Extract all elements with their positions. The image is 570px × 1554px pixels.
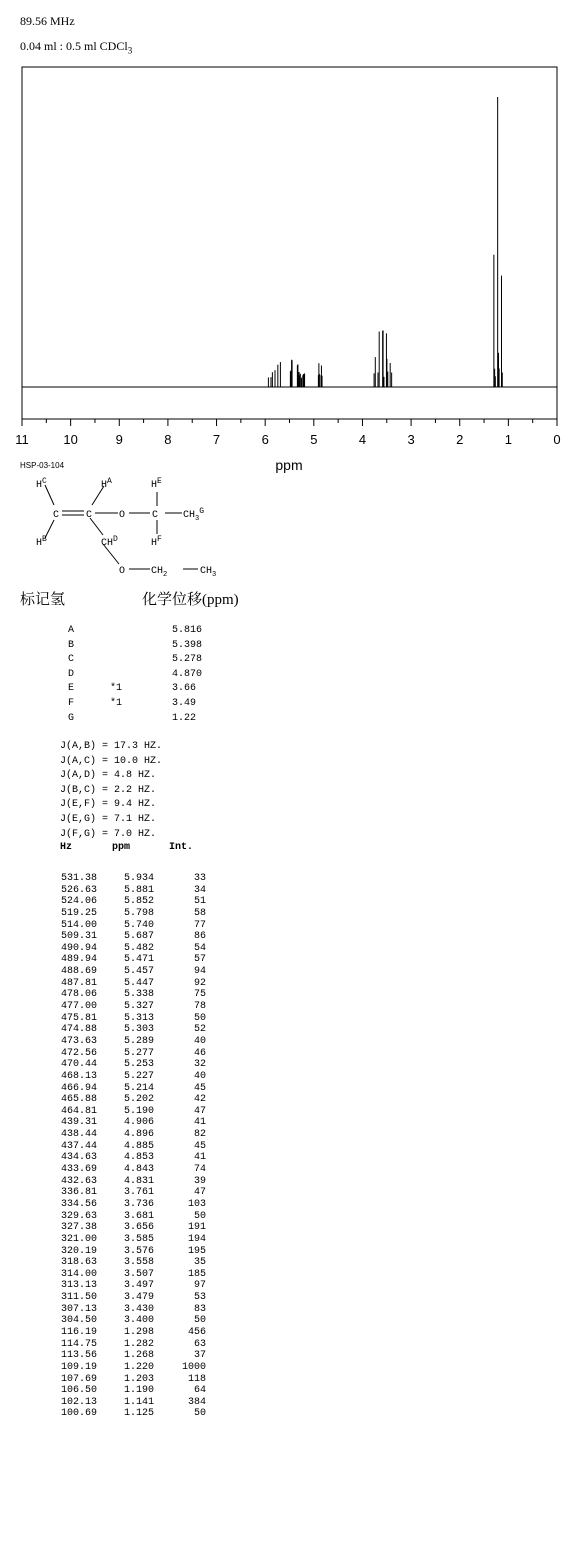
cell-ppm: 5.313 — [123, 1012, 154, 1024]
header-ppm: ppm — [112, 842, 131, 853]
shift-list — [68, 624, 202, 726]
shift-label: B — [68, 639, 75, 651]
cell-hz: 526.63 — [60, 884, 97, 896]
cell-hz: 439.31 — [60, 1117, 97, 1129]
table-row — [52, 1187, 206, 1199]
cell-int: 86 — [193, 931, 206, 943]
table-row — [52, 1246, 206, 1258]
cell-ppm: 5.482 — [123, 942, 154, 954]
table-row — [52, 1094, 206, 1106]
cell-int: 50 — [193, 1408, 206, 1420]
cell-hz: 102.13 — [60, 1396, 97, 1408]
cell-ppm: 3.400 — [123, 1315, 154, 1327]
cell-ppm: 3.507 — [123, 1268, 154, 1280]
cell-hz: 466.94 — [60, 1082, 97, 1094]
cell-ppm: 4.906 — [123, 1117, 154, 1129]
cell-hz: 116.19 — [60, 1326, 97, 1338]
shift-note — [110, 639, 172, 654]
cell-int: 456 — [187, 1326, 206, 1338]
cell-int: 42 — [193, 1094, 206, 1106]
cell-ppm: 1.203 — [123, 1373, 154, 1385]
shift-ppm: 4.870 — [172, 668, 203, 680]
coupling-row: J(A,C) = 10.0 HZ. — [60, 755, 163, 767]
cell-ppm: 5.798 — [123, 907, 154, 919]
cell-int: 52 — [193, 1024, 206, 1036]
table-row — [52, 1176, 206, 1188]
cell-hz: 107.69 — [60, 1373, 97, 1385]
table-row — [52, 885, 206, 897]
shift-label: G — [68, 712, 75, 724]
cell-hz: 314.00 — [60, 1268, 97, 1280]
cell-int: 33 — [193, 873, 206, 884]
cell-ppm: 5.327 — [123, 1001, 154, 1013]
table-row — [52, 1280, 206, 1292]
cell-int: 45 — [193, 1082, 206, 1094]
cell-int: 41 — [193, 1117, 206, 1129]
atom-c-mid: C — [86, 510, 93, 521]
table-row — [52, 1350, 206, 1362]
atom-c-top: C — [152, 510, 159, 521]
x-tick-label: 1 — [504, 432, 512, 447]
cell-hz: 487.81 — [60, 977, 97, 989]
cell-ppm: 3.497 — [123, 1280, 154, 1292]
cell-hz: 434.63 — [60, 1152, 97, 1164]
table-row — [52, 1315, 206, 1327]
cell-int: 185 — [187, 1268, 206, 1280]
x-tick-label: 7 — [212, 432, 221, 447]
table-row — [52, 896, 206, 908]
cell-ppm: 1.141 — [123, 1396, 154, 1408]
table-row — [52, 1024, 206, 1036]
cell-hz: 474.88 — [60, 1024, 97, 1036]
x-tick-label: 10 — [63, 432, 78, 447]
cell-int: 54 — [193, 942, 206, 954]
cell-ppm: 5.447 — [123, 977, 154, 989]
cell-ppm: 3.656 — [123, 1222, 154, 1234]
table-row — [52, 1304, 206, 1316]
cell-int: 51 — [193, 896, 206, 908]
cell-int: 47 — [193, 1105, 206, 1117]
cell-hz: 509.31 — [60, 931, 97, 943]
table-row — [52, 943, 206, 955]
atom-o-bot: O — [119, 566, 126, 577]
cell-ppm: 5.277 — [123, 1047, 154, 1059]
cell-ppm: 1.298 — [123, 1326, 154, 1338]
cell-int: 63 — [193, 1338, 206, 1350]
x-axis-ticks — [22, 419, 557, 426]
table-row — [52, 1013, 206, 1025]
cell-ppm: 1.125 — [123, 1408, 154, 1420]
table-row — [52, 1292, 206, 1304]
cell-hz: 519.25 — [60, 907, 97, 919]
cell-int: 194 — [187, 1233, 206, 1245]
cell-ppm: 5.740 — [123, 919, 154, 931]
cell-hz: 336.81 — [60, 1187, 97, 1199]
cell-ppm: 5.253 — [123, 1059, 154, 1071]
cell-int: 191 — [187, 1222, 206, 1234]
shift-label: C — [68, 654, 75, 666]
table-row — [52, 1362, 206, 1374]
shift-label: A — [68, 625, 75, 636]
x-axis-label: ppm — [275, 457, 303, 473]
cell-ppm: 5.338 — [123, 989, 154, 1001]
cell-hz: 311.50 — [60, 1292, 97, 1304]
cell-int: 40 — [193, 1035, 206, 1047]
sample-subscript: 3 — [127, 45, 133, 56]
table-row — [52, 1211, 206, 1223]
cell-hz: 320.19 — [60, 1245, 97, 1257]
atom-ha: $H^A$ — [101, 477, 112, 491]
cell-ppm: 5.881 — [123, 884, 154, 896]
table-row — [52, 1397, 206, 1409]
cell-int: 92 — [193, 977, 206, 989]
atom-c-left: C — [53, 510, 60, 521]
cell-int: 97 — [193, 1280, 206, 1292]
cell-hz: 437.44 — [60, 1140, 97, 1152]
shift-label: D — [68, 668, 75, 680]
table-row — [52, 1071, 206, 1083]
atom-ch3-bot: $CH_3$ — [200, 566, 217, 579]
cell-hz: 327.38 — [60, 1222, 97, 1234]
cell-int: 384 — [187, 1396, 206, 1408]
cell-int: 94 — [193, 966, 206, 978]
cell-int: 53 — [193, 1292, 206, 1304]
cell-ppm: 5.934 — [123, 873, 154, 884]
molecule-structure — [20, 458, 240, 580]
table-row — [52, 954, 206, 966]
plot-frame — [22, 67, 557, 419]
shift-ppm: 3.49 — [172, 697, 197, 709]
cell-int: 34 — [193, 884, 206, 896]
cell-hz: 475.81 — [60, 1012, 97, 1024]
table-row — [52, 1199, 206, 1211]
table-row — [52, 1048, 206, 1060]
cell-int: 37 — [193, 1350, 206, 1362]
cell-hz: 524.06 — [60, 896, 97, 908]
cell-int: 50 — [193, 1012, 206, 1024]
atom-ch2: $CH_2$ — [151, 566, 168, 579]
cell-hz: 465.88 — [60, 1094, 97, 1106]
cell-int: 78 — [193, 1001, 206, 1013]
cell-int: 32 — [193, 1059, 206, 1071]
cell-int: 46 — [193, 1047, 206, 1059]
cell-ppm: 3.585 — [123, 1233, 154, 1245]
assignment-header: 标记氢 — [20, 592, 66, 608]
cell-int: 82 — [193, 1129, 206, 1141]
cell-ppm: 5.687 — [123, 931, 154, 943]
cell-hz: 473.63 — [60, 1035, 97, 1047]
nmr-spectrum-chart — [0, 60, 570, 480]
cell-int: 118 — [187, 1373, 206, 1385]
cell-hz: 531.38 — [60, 873, 97, 884]
cell-int: 50 — [193, 1210, 206, 1222]
cell-hz: 470.44 — [60, 1059, 97, 1071]
x-tick-label: 11 — [15, 432, 29, 447]
cell-hz: 477.00 — [60, 1001, 97, 1013]
x-tick-label: 3 — [407, 432, 415, 447]
shift-row — [68, 682, 202, 697]
coupling-row: J(E,G) = 7.1 HZ. — [60, 813, 157, 825]
table-row — [52, 1036, 206, 1048]
cell-int: 64 — [193, 1385, 206, 1397]
cell-hz: 304.50 — [60, 1315, 97, 1327]
table-row — [52, 1234, 206, 1246]
shift-ppm: 1.22 — [172, 712, 197, 724]
shift-row — [68, 712, 202, 727]
table-row — [52, 966, 206, 978]
cell-int: 41 — [193, 1152, 206, 1164]
table-row — [52, 1327, 206, 1339]
cell-int: 75 — [193, 989, 206, 1001]
shift-row — [68, 639, 202, 654]
cell-ppm: 3.736 — [123, 1198, 154, 1210]
atom-chd: $CH^D$ — [101, 535, 118, 549]
sample-text: 0.04 ml : 0.5 ml CDCl — [20, 39, 128, 53]
cell-hz: 100.69 — [60, 1408, 97, 1420]
cell-int: 57 — [193, 954, 206, 966]
shift-ppm: 5.816 — [172, 625, 203, 636]
shift-row — [68, 624, 202, 639]
cell-ppm: 5.214 — [123, 1082, 154, 1094]
table-row — [52, 1257, 206, 1269]
atom-he: $H^E$ — [151, 477, 162, 491]
cell-hz: 464.81 — [60, 1105, 97, 1117]
cell-ppm: 5.190 — [123, 1105, 154, 1117]
x-tick-label: 4 — [358, 432, 367, 447]
cell-int: 83 — [193, 1303, 206, 1315]
spectrum-id: HSP-03-104 — [20, 461, 65, 470]
table-row — [52, 1083, 206, 1095]
cell-hz: 307.13 — [60, 1303, 97, 1315]
cell-ppm: 4.885 — [123, 1140, 154, 1152]
cell-hz: 488.69 — [60, 966, 97, 978]
shift-ppm: 3.66 — [172, 683, 197, 695]
table-row — [52, 1222, 206, 1234]
cell-hz: 318.63 — [60, 1257, 97, 1269]
cell-hz: 472.56 — [60, 1047, 97, 1059]
shift-note — [110, 668, 172, 683]
shift-row — [68, 668, 202, 683]
atom-hc: $H^C$ — [36, 477, 47, 491]
cell-ppm: 4.853 — [123, 1152, 154, 1164]
cell-hz: 478.06 — [60, 989, 97, 1001]
coupling-list — [60, 740, 162, 842]
cell-int: 45 — [193, 1140, 206, 1152]
shift-row — [68, 697, 202, 712]
table-row — [52, 1269, 206, 1281]
shift-label: F — [68, 697, 75, 709]
x-axis-tick-labels — [15, 432, 560, 447]
shift-header: 化学位移(ppm) — [142, 592, 239, 608]
x-tick-label: 6 — [261, 432, 269, 447]
table-row — [52, 908, 206, 920]
cell-hz: 321.00 — [60, 1233, 97, 1245]
frequency-label: 89.56 MHz — [20, 14, 75, 28]
coupling-row: J(B,C) = 2.2 HZ. — [60, 784, 157, 796]
cell-int: 39 — [193, 1175, 206, 1187]
x-tick-label: 8 — [164, 432, 172, 447]
cell-ppm: 5.289 — [123, 1035, 154, 1047]
cell-ppm: 3.479 — [123, 1292, 154, 1304]
peak-series — [268, 97, 502, 387]
cell-hz: 329.63 — [60, 1210, 97, 1222]
cell-hz: 438.44 — [60, 1129, 97, 1141]
table-row — [52, 1117, 206, 1129]
cell-ppm: 3.576 — [123, 1245, 154, 1257]
x-tick-label: 2 — [456, 432, 464, 447]
cell-ppm: 4.843 — [123, 1164, 154, 1176]
table-row — [52, 1059, 206, 1071]
cell-ppm: 1.268 — [123, 1350, 154, 1362]
table-row — [52, 1385, 206, 1397]
cell-int: 58 — [193, 907, 206, 919]
cell-hz: 334.56 — [60, 1198, 97, 1210]
cell-hz: 106.50 — [60, 1385, 97, 1397]
cell-int: 77 — [193, 919, 206, 931]
cell-ppm: 5.852 — [123, 896, 154, 908]
shift-ppm: 5.278 — [172, 654, 203, 666]
cell-hz: 313.13 — [60, 1280, 97, 1292]
coupling-row: J(E,F) = 9.4 HZ. — [60, 799, 157, 811]
cell-hz: 468.13 — [60, 1070, 97, 1082]
cell-int: 1000 — [181, 1361, 206, 1373]
cell-ppm: 3.681 — [123, 1210, 154, 1222]
shift-note — [110, 653, 172, 668]
shift-note: *1 — [110, 697, 123, 709]
cell-ppm: 5.471 — [123, 954, 154, 966]
peak-table — [52, 873, 206, 1420]
cell-ppm: 5.227 — [123, 1070, 154, 1082]
shift-label: E — [68, 683, 75, 695]
cell-ppm: 5.303 — [123, 1024, 154, 1036]
cell-int: 103 — [187, 1198, 206, 1210]
x-tick-label: 5 — [310, 432, 318, 447]
cell-ppm: 5.202 — [123, 1094, 154, 1106]
cell-ppm: 1.190 — [123, 1385, 154, 1397]
cell-ppm: 3.558 — [123, 1257, 154, 1269]
table-row — [52, 1106, 206, 1118]
peak-table-header — [60, 842, 193, 853]
table-row — [52, 1339, 206, 1351]
cell-int: 47 — [193, 1187, 206, 1199]
shift-ppm: 5.398 — [172, 639, 203, 651]
atom-o-top: O — [119, 510, 126, 521]
atom-hf: $H^F$ — [151, 535, 162, 549]
cell-hz: 514.00 — [60, 919, 97, 931]
cell-hz: 433.69 — [60, 1164, 97, 1176]
header-int: Int. — [169, 842, 194, 853]
table-row — [52, 978, 206, 990]
cell-ppm: 4.896 — [123, 1129, 154, 1141]
cell-hz: 109.19 — [60, 1361, 97, 1373]
shift-note: *1 — [110, 683, 123, 695]
cell-ppm: 3.430 — [123, 1303, 154, 1315]
cell-int: 74 — [193, 1164, 206, 1176]
cell-hz: 114.75 — [60, 1338, 97, 1350]
atom-hb: $H^B$ — [36, 535, 47, 549]
cell-hz: 432.63 — [60, 1175, 97, 1187]
cell-int: 35 — [193, 1257, 206, 1269]
coupling-row: J(A,B) = 17.3 HZ. — [60, 741, 163, 752]
table-row — [52, 1001, 206, 1013]
coupling-row: J(A,D) = 4.8 HZ. — [60, 770, 157, 782]
x-tick-label: 0 — [553, 432, 561, 447]
shift-note — [110, 712, 172, 727]
table-row — [52, 1164, 206, 1176]
x-tick-label: 9 — [115, 432, 123, 447]
cell-ppm: 3.761 — [123, 1187, 154, 1199]
cell-int: 50 — [193, 1315, 206, 1327]
table-row — [52, 1141, 206, 1153]
table-row — [52, 1374, 206, 1386]
table-row — [52, 920, 206, 932]
cell-ppm: 5.457 — [123, 966, 154, 978]
table-row — [52, 1129, 206, 1141]
bond-hc-c — [45, 485, 54, 505]
shift-note — [110, 624, 172, 639]
cell-ppm: 1.220 — [123, 1361, 154, 1373]
cell-ppm: 1.282 — [123, 1338, 154, 1350]
shift-row — [68, 653, 202, 668]
table-row — [52, 989, 206, 1001]
atom-ch3-top: $CH_3^G$ — [183, 507, 205, 523]
coupling-row: J(F,G) = 7.0 HZ. — [60, 828, 157, 840]
cell-hz: 489.94 — [60, 954, 97, 966]
table-row — [52, 1152, 206, 1164]
sample-label — [20, 39, 132, 55]
table-row — [52, 1408, 206, 1420]
cell-hz: 113.56 — [60, 1350, 97, 1362]
table-row — [52, 931, 206, 943]
cell-int: 40 — [193, 1070, 206, 1082]
header-hz: Hz — [60, 842, 73, 853]
cell-hz: 490.94 — [60, 942, 97, 954]
cell-int: 195 — [187, 1245, 206, 1257]
table-row — [52, 873, 206, 885]
cell-ppm: 4.831 — [123, 1175, 154, 1187]
